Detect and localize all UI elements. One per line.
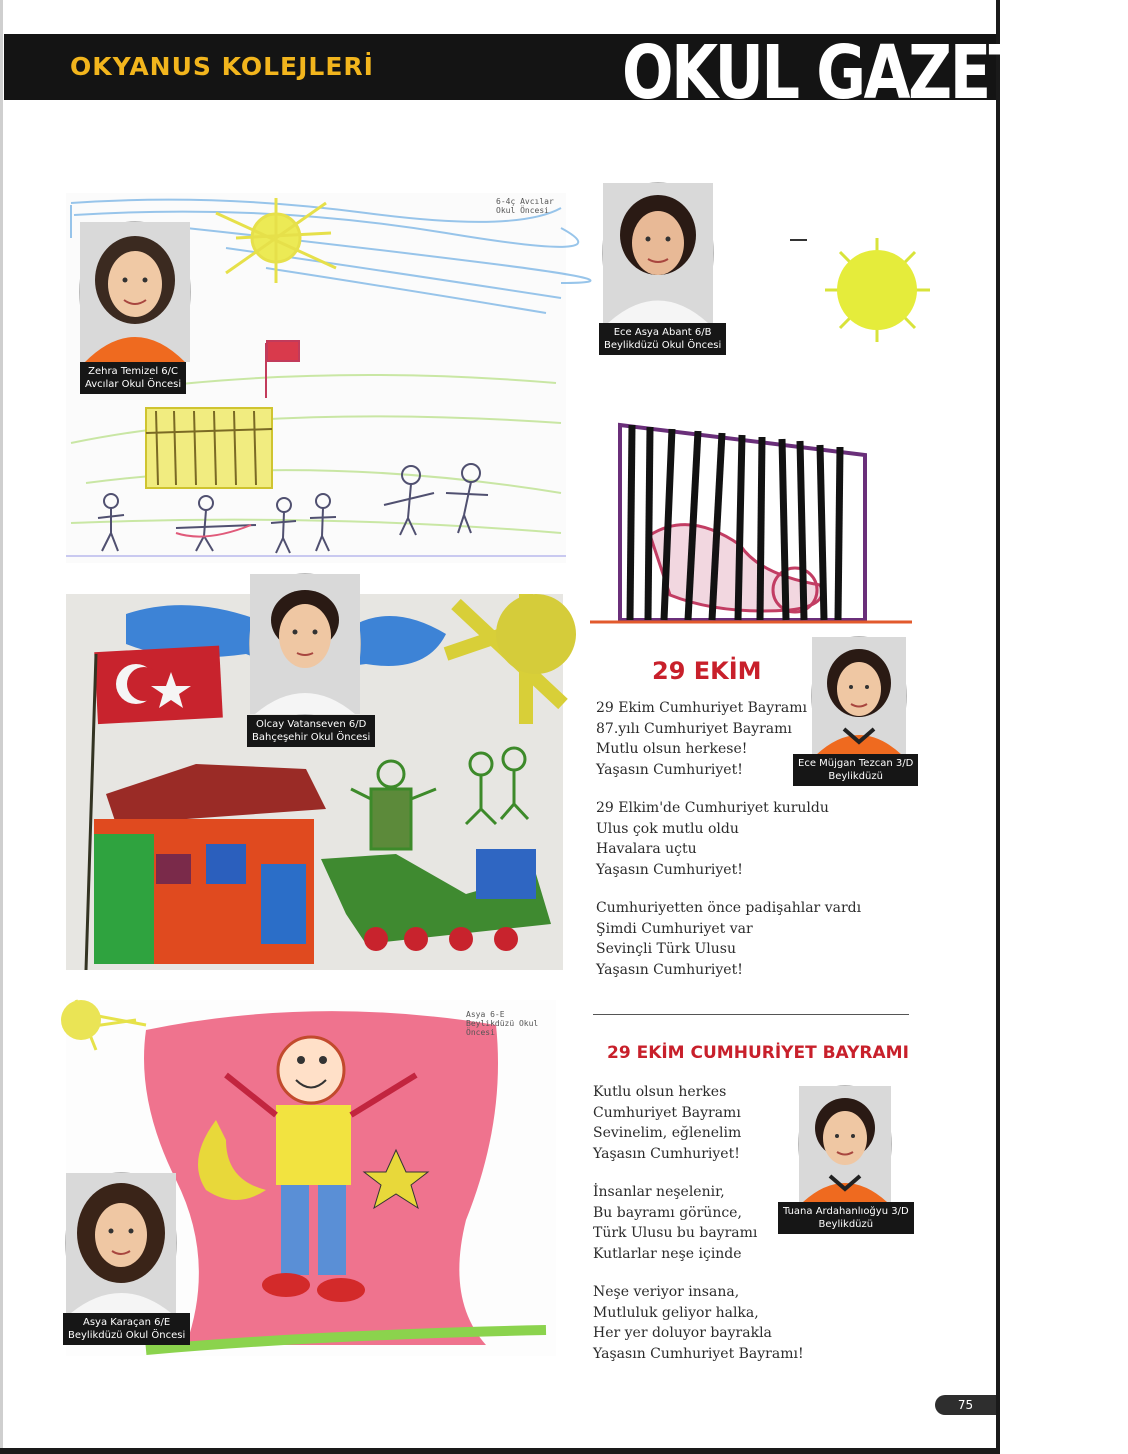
page-bottom-edge <box>0 1448 1000 1454</box>
poem-line: Sevinçli Türk Ulusu <box>596 941 736 957</box>
page-left-edge <box>0 0 3 1454</box>
caption-ece-asya: Ece Asya Abant 6/B Beylikdüzü Okul Öncesi <box>599 323 726 355</box>
portrait-zehra <box>80 222 190 362</box>
drawing-sun <box>785 230 935 350</box>
page-right-edge <box>996 0 1000 1454</box>
portrait-olcay <box>250 574 360 714</box>
poem-line: Cumhuriyet Bayramı <box>593 1104 741 1121</box>
stanza <box>593 1182 804 1264</box>
caption-zehra: Zehra Temizel 6/C Avcılar Okul Öncesi <box>80 362 186 394</box>
poem-line: Yaşasın Cumhuriyet! <box>596 961 743 978</box>
poem-cumhuriyet-bayrami <box>593 1082 804 1382</box>
poem-line: Mutlu olsun herkese! <box>596 741 748 757</box>
page-number: 75 <box>935 1395 996 1415</box>
poem-line: Cumhuriyetten önce padişahlar vardı <box>596 900 862 916</box>
poem-line: Yaşasın Cumhuriyet Bayramı! <box>593 1345 804 1362</box>
stanza <box>596 698 861 780</box>
poem-line: Yaşasın Cumhuriyet! <box>593 1145 740 1162</box>
poem-line: Yaşasın Cumhuriyet! <box>596 861 743 878</box>
poem-line: 29 Ekim Cumhuriyet Bayramı <box>596 700 807 716</box>
section-title-29-ekim: 29 EKİM <box>652 657 762 685</box>
poem-line: Şimdi Cumhuriyet var <box>596 920 753 937</box>
section-title-cumhuriyet-bayrami: 29 EKİM CUMHURİYET BAYRAMI <box>607 1043 909 1063</box>
section-divider <box>593 1014 909 1015</box>
poem-line: Havalara uçtu <box>596 841 697 857</box>
caption-tuana: Tuana Ardahanlıoğyu 3/D Beylikdüzü <box>778 1202 914 1234</box>
caption-ece-mujgan: Ece Müjgan Tezcan 3/D Beylikdüzü <box>793 754 918 786</box>
poem-line: Bu bayramı görünce, <box>593 1204 742 1221</box>
stanza <box>593 1282 804 1364</box>
header-bar <box>4 30 1128 116</box>
poem-line: Kutlarlar neşe içinde <box>593 1245 742 1262</box>
poem-line: Sevinelim, eğlenelim <box>593 1125 742 1141</box>
poem-line: Yaşasın Cumhuriyet! <box>596 761 743 778</box>
poem-line: 29 Elkim'de Cumhuriyet kuruldu <box>596 800 829 816</box>
poem-line: İnsanlar neşelenir, <box>593 1184 725 1200</box>
poem-29-ekim <box>596 698 861 998</box>
drawing-cage <box>590 415 912 625</box>
drawing-note: 6-4ç Avcılar Okul Öncesi <box>496 197 554 215</box>
poem-line: Ulus çok mutlu oldu <box>596 820 739 837</box>
stanza <box>596 798 861 880</box>
portrait-asya <box>66 1173 176 1313</box>
portrait-ece-asya <box>603 183 713 323</box>
masthead-title: OKUL GAZETESİ <box>622 30 1128 116</box>
poem-line: Her yer doluyor bayrakla <box>593 1325 772 1341</box>
brand-name: OKYANUS KOLEJLERİ <box>70 52 374 81</box>
poem-line: Türk Ulusu bu bayramı <box>593 1225 758 1241</box>
drawing-note: Asya 6-E Beylikdüzü Okul Öncesi <box>466 1010 539 1037</box>
poem-line: Mutluluk geliyor halka, <box>593 1304 759 1321</box>
poem-line: 87.yılı Cumhuriyet Bayramı <box>596 720 792 737</box>
poem-line: Neşe veriyor insana, <box>593 1284 740 1300</box>
caption-olcay: Olcay Vatanseven 6/D Bahçeşehir Okul Öncesi <box>247 715 375 747</box>
poem-line: Kutlu olsun herkes <box>593 1084 727 1100</box>
caption-asya: Asya Karaçan 6/E Beylikdüzü Okul Öncesi <box>63 1313 190 1345</box>
portrait-tuana <box>799 1086 891 1202</box>
stanza <box>596 898 861 980</box>
stanza <box>593 1082 804 1164</box>
